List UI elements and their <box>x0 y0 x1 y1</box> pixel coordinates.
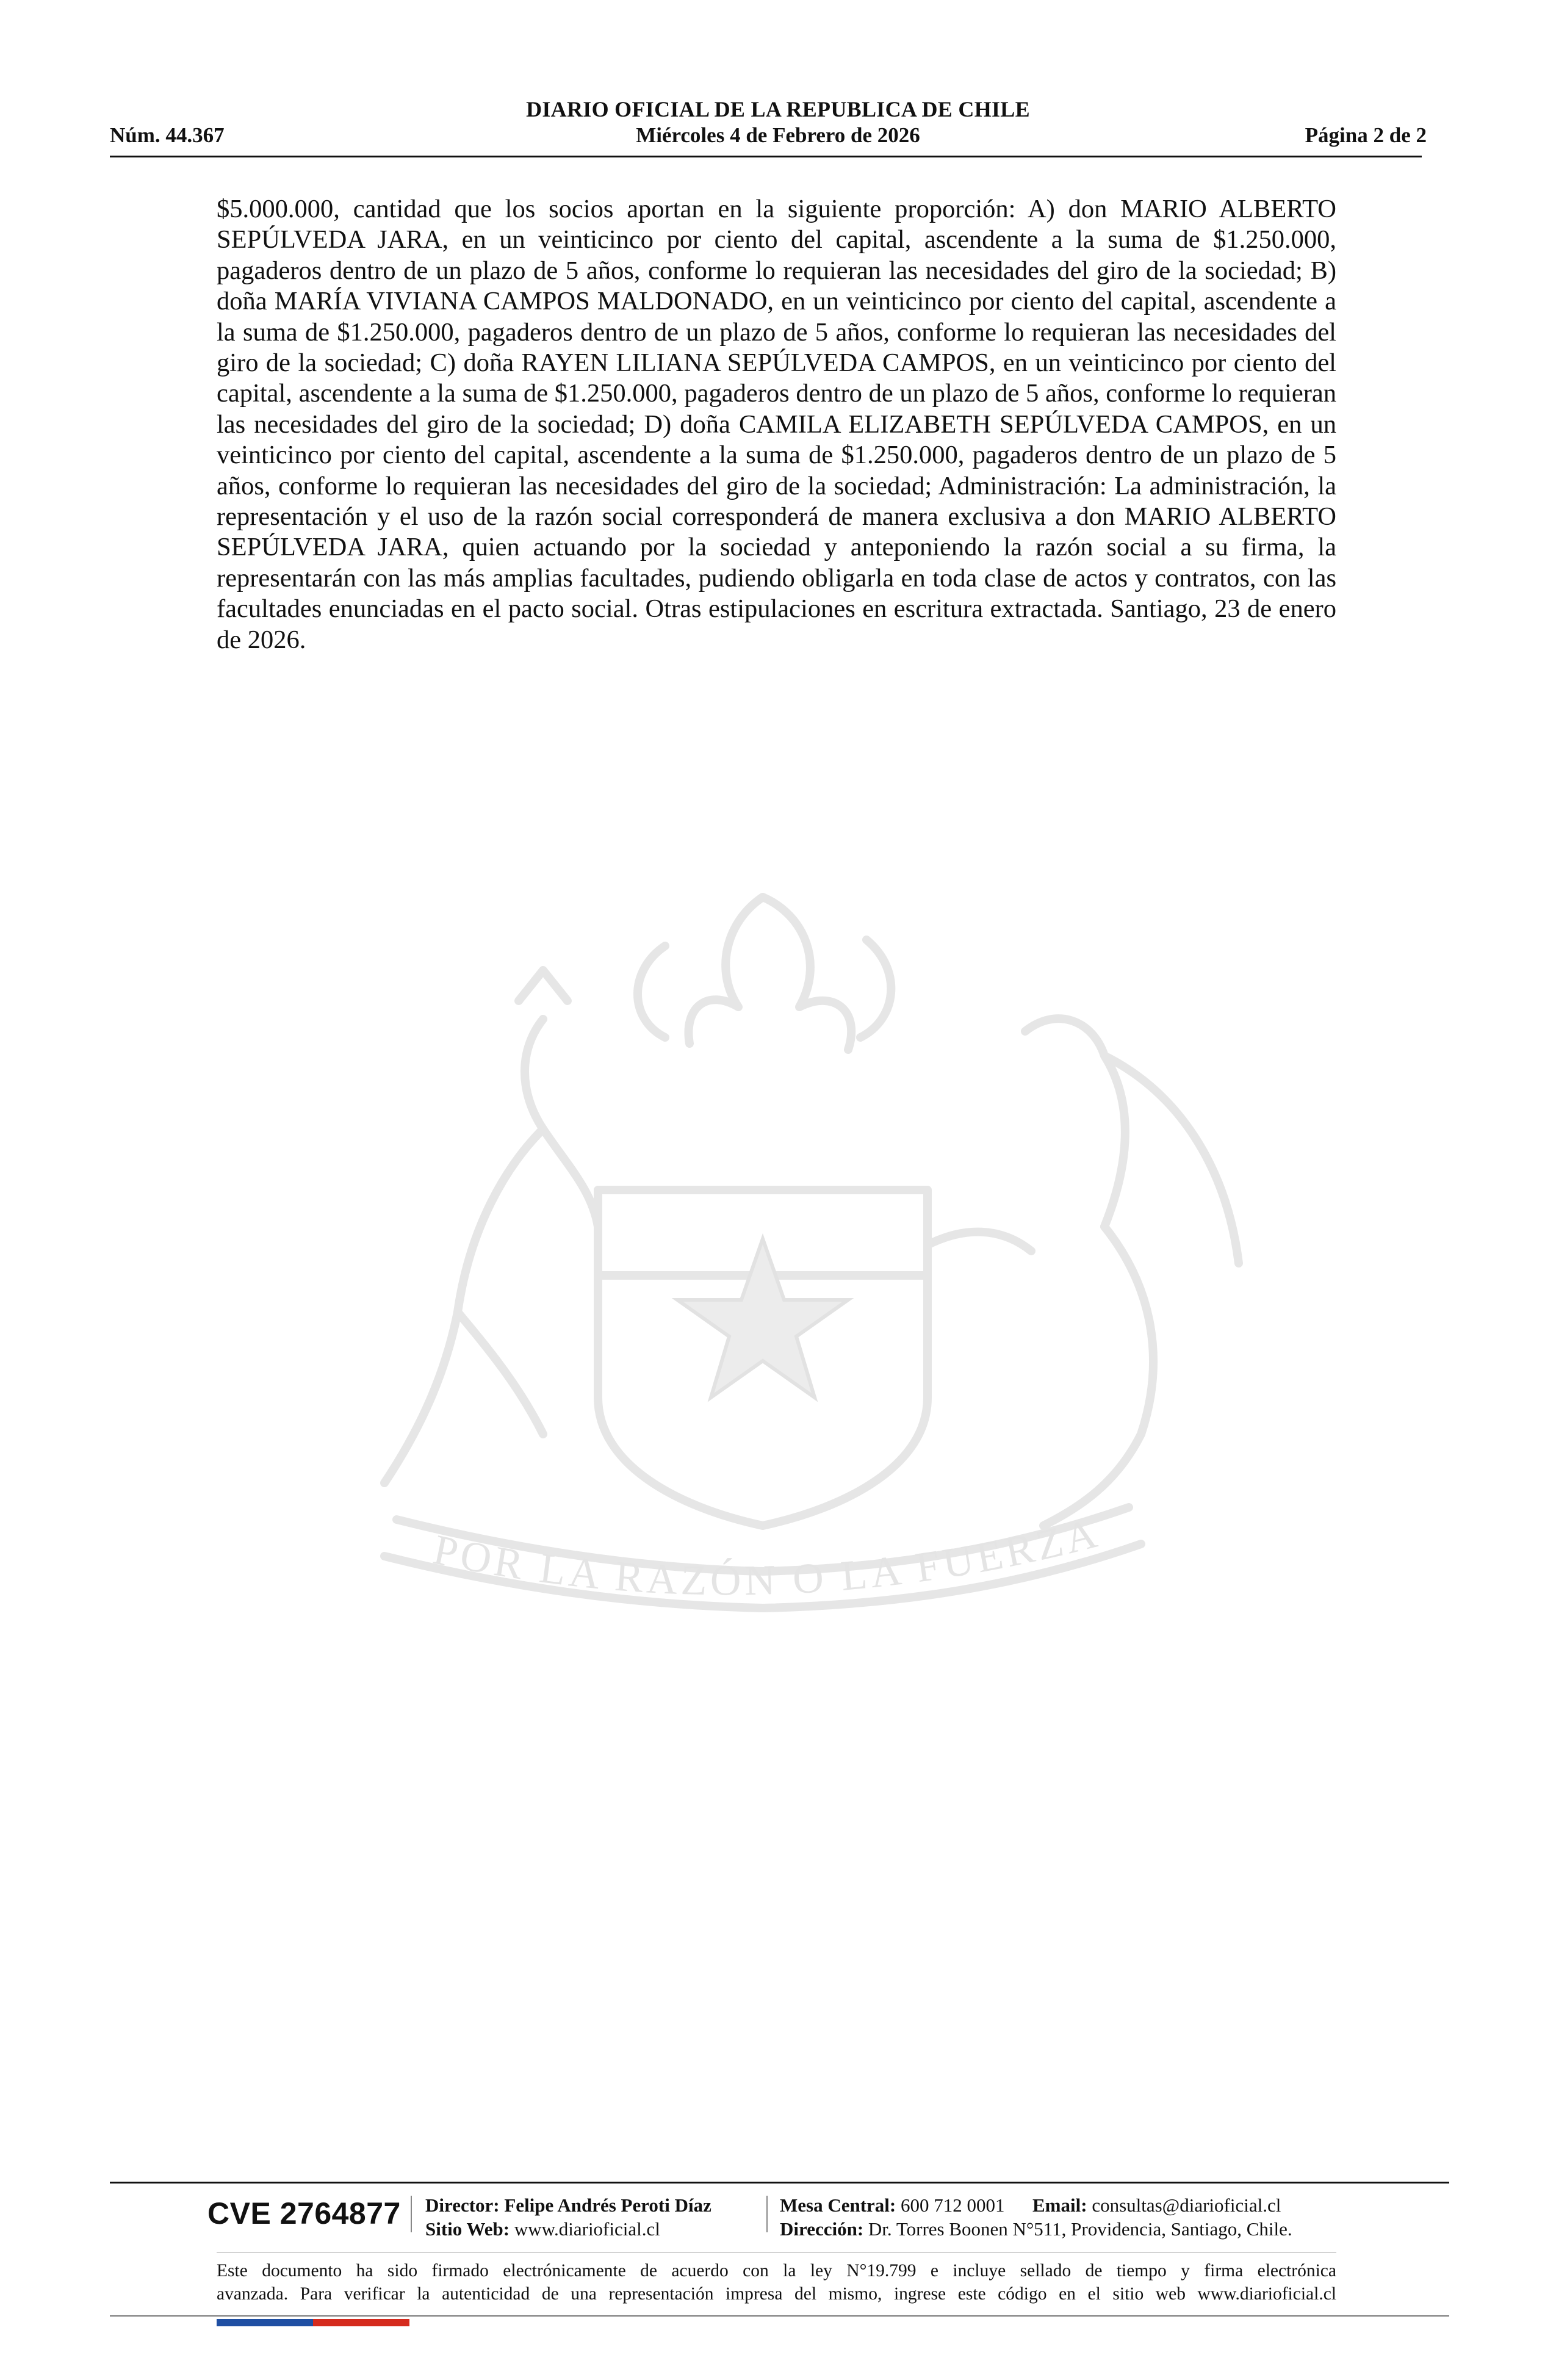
issue-number: Núm. 44.367 <box>110 123 225 147</box>
director-value: Felipe Andrés Peroti Díaz <box>504 2194 711 2216</box>
publication-title: DIARIO OFICIAL DE LA REPUBLICA DE CHILE <box>526 97 1030 121</box>
article-body: $5.000.000, cantidad que los socios aportan en la siguiente proporción: A) don MARIO ALBERTO SEPÚLVEDA JARA, en un veinticinco por ciento del capital, ascendente a la suma de $1.250.000, pagaderos dentro de un plazo de 5 años, conforme lo requieran las necesidades del giro de la sociedad; B) doña MARÍA VIVIANA CAMPOS MALDONADO, en un veinticinco por ciento del capital, ascendente a la suma de $1.250.000, pagaderos dentro de un plazo de 5 años, conforme lo requieran las necesidades del giro de la sociedad; C) doña RAYEN LILIANA SEPÚLVEDA CAMPOS, en un veinticinco por ciento del capital, ascendente a la suma de $1.250.000, pagaderos dentro de un plazo de 5 años, conforme lo requieran las necesidades del giro de la sociedad; D) doña CAMILA ELIZABETH SEPÚLVEDA CAMPOS, en un veinticinco por ciento del capital, ascendente a la suma de $1.250.000, pagaderos dentro de un plazo de 5 años, conforme lo requieran las necesidades del giro de la sociedad; Administración: La administración, la representación y el uso de la razón social corresponderá de manera exclusiva a don MARIO ALBERTO SEPÚLVEDA JARA, quien actuando por la sociedad y anteponiendo la razón social a su firma, la representarán con las más amplias facultades, pudiendo obligarla en toda clase de actos y contratos, con las facultades enunciadas en el pacto social. Otras estipulaciones en escritura extractada. Santiago, 23 de enero de 2026. <box>217 195 1336 654</box>
watermark-motto: POR LA RAZÓN O LA FUERZA <box>429 1509 1105 1605</box>
address-label: Dirección: <box>780 2218 864 2240</box>
page-indicator: Página 2 de 2 <box>1305 123 1427 147</box>
signature-notice <box>217 2259 1336 2306</box>
director-label: Director: <box>425 2194 500 2216</box>
email-link[interactable]: consultas@diarioficial.cl <box>1092 2194 1281 2216</box>
header-divider <box>110 156 1422 157</box>
flag-stripe-blue <box>217 2319 313 2326</box>
cve-code: CVE 2764877 <box>207 2196 401 2230</box>
mesa-label: Mesa Central: <box>780 2194 896 2216</box>
website-label: Sitio Web: <box>425 2218 510 2240</box>
director-line <box>425 2194 711 2217</box>
signature-notice-line-1: Este documento ha sido firmado electrónicamente de acuerdo con la ley N°19.799 e incluye sellado de tiempo y firma electrónica <box>217 2261 1336 2281</box>
address-line <box>780 2218 1292 2241</box>
address-value: Dr. Torres Boonen N°511, Providencia, Santiago, Chile. <box>868 2218 1292 2240</box>
footer-separator <box>766 2196 768 2232</box>
signature-notice-line-2: avanzada. Para verificar la autenticidad de una representación impresa del mismo, ingrese este código en el sitio web www.diarioficial.cl <box>217 2284 1336 2304</box>
issue-date: Miércoles 4 de Febrero de 2026 <box>636 123 920 147</box>
footer-separator <box>411 2196 412 2232</box>
contact-line <box>780 2194 1281 2217</box>
chile-coat-of-arms-icon <box>201 848 1324 1684</box>
footer-divider-bottom <box>110 2315 1449 2317</box>
website-line <box>425 2218 660 2241</box>
email-label: Email: <box>1032 2194 1087 2216</box>
flag-stripe-red <box>313 2319 409 2326</box>
mesa-phone: 600 712 0001 <box>901 2194 1005 2216</box>
website-link[interactable]: www.diarioficial.cl <box>514 2218 660 2240</box>
footer-divider-top <box>110 2182 1449 2183</box>
